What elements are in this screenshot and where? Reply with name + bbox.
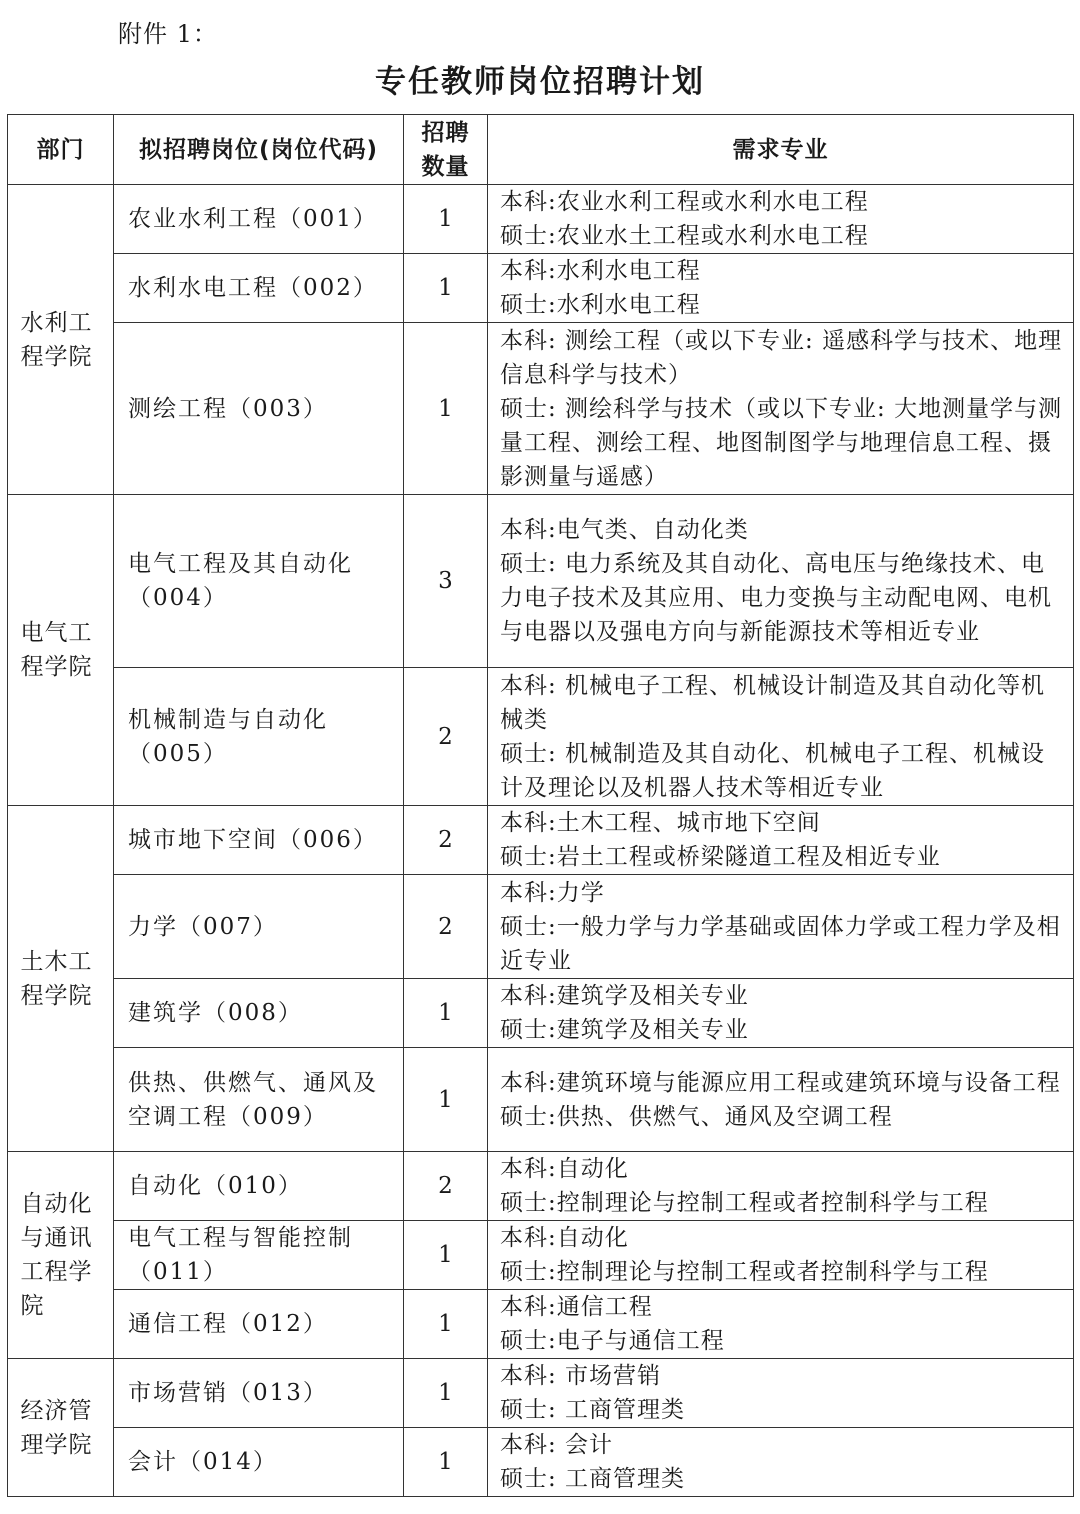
requirement-master: 硕士: 测绘科学与技术（或以下专业: 大地测量学与测量工程、测绘工程、地图制图学与地理信息工程、摄影测量与遥感）	[500, 395, 1063, 490]
requirement-cell	[488, 1048, 1074, 1152]
position-cell: 市场营销（013）	[114, 1359, 404, 1428]
requirement-cell	[488, 668, 1074, 806]
requirement-bachelor: 本科:自动化	[500, 1156, 629, 1182]
department-cell	[8, 185, 114, 495]
position-cell: 农业水利工程（001）	[114, 185, 404, 254]
header-count	[404, 115, 488, 185]
position-cell: 自动化（010）	[114, 1152, 404, 1221]
table-row	[8, 668, 1074, 806]
requirement-cell	[488, 1359, 1074, 1428]
attachment-label: 附件 1：	[118, 20, 218, 48]
requirement-bachelor: 本科:自动化	[500, 1225, 629, 1251]
requirement-bachelor: 本科:农业水利工程或水利水电工程	[500, 189, 869, 215]
requirement-master: 硕士:岩土工程或桥梁隧道工程及相近专业	[500, 844, 941, 870]
count-cell: 1	[404, 979, 488, 1048]
count-cell: 1	[404, 1221, 488, 1290]
department-name: 水利工程学院	[20, 309, 93, 370]
requirement-bachelor: 本科:通信工程	[500, 1294, 653, 1320]
requirement-bachelor: 本科: 市场营销	[500, 1363, 662, 1389]
requirement-master: 硕士:一般力学与力学基础或固体力学或工程力学及相近专业	[500, 913, 1061, 974]
position-cell: 电气工程与智能控制（011）	[114, 1221, 404, 1290]
requirement-cell	[488, 254, 1074, 323]
table-row	[8, 185, 1074, 254]
recruitment-table	[7, 114, 1074, 1497]
count-cell: 1	[404, 254, 488, 323]
count-cell: 1	[404, 1428, 488, 1497]
requirement-cell	[488, 1290, 1074, 1359]
department-name: 经济管理学院	[20, 1397, 93, 1458]
requirement-cell	[488, 323, 1074, 495]
department-name: 土木工程学院	[20, 948, 93, 1009]
requirement-bachelor: 本科: 机械电子工程、机械设计制造及其自动化等机械类	[500, 672, 1046, 733]
table-row	[8, 1048, 1074, 1152]
table-row	[8, 1359, 1074, 1428]
requirement-master: 硕士:水利水电工程	[500, 292, 701, 318]
count-cell: 1	[404, 1048, 488, 1152]
header-count-line2: 数量	[421, 153, 470, 180]
requirement-cell	[488, 979, 1074, 1048]
requirement-cell	[488, 1221, 1074, 1290]
department-cell	[8, 495, 114, 806]
requirement-master: 硕士: 电力系统及其自动化、高电压与绝缘技术、电力电子技术及其应用、电力变换与主动配电网、电机与电器以及强电方向与新能源技术等相近专业	[500, 551, 1052, 645]
department-cell	[8, 806, 114, 1152]
requirement-bachelor: 本科:土木工程、城市地下空间	[500, 810, 821, 836]
requirement-cell	[488, 495, 1074, 668]
department-cell	[8, 1152, 114, 1359]
header-requirement: 需求专业	[488, 115, 1074, 185]
requirement-cell	[488, 1152, 1074, 1221]
position-cell: 供热、供燃气、通风及空调工程（009）	[114, 1048, 404, 1152]
table-row	[8, 875, 1074, 979]
count-cell: 1	[404, 1290, 488, 1359]
requirement-bachelor: 本科:力学	[500, 879, 605, 906]
table-row	[8, 495, 1074, 668]
position-cell: 建筑学（008）	[114, 979, 404, 1048]
count-cell: 2	[404, 806, 488, 875]
header-department: 部门	[8, 115, 114, 185]
count-cell: 2	[404, 875, 488, 979]
requirement-master: 硕士:控制理论与控制工程或者控制科学与工程	[500, 1259, 989, 1285]
position-cell: 城市地下空间（006）	[114, 806, 404, 875]
position-cell: 通信工程（012）	[114, 1290, 404, 1359]
requirement-master: 硕士:电子与通信工程	[500, 1328, 725, 1354]
count-cell: 1	[404, 1359, 488, 1428]
requirement-master: 硕士:建筑学及相关专业	[500, 1017, 749, 1043]
table-row	[8, 1152, 1074, 1221]
requirement-cell	[488, 1428, 1074, 1497]
table-row	[8, 806, 1074, 875]
table-row	[8, 1221, 1074, 1290]
position-cell: 力学（007）	[114, 875, 404, 979]
requirement-cell	[488, 875, 1074, 979]
requirement-bachelor: 本科:水利水电工程	[500, 258, 701, 284]
table-row	[8, 1290, 1074, 1359]
position-cell: 会计（014）	[114, 1428, 404, 1497]
table-row	[8, 323, 1074, 495]
requirement-bachelor: 本科:建筑学及相关专业	[500, 983, 749, 1009]
requirement-cell	[488, 806, 1074, 875]
header-position: 拟招聘岗位(岗位代码)	[114, 115, 404, 185]
count-cell: 2	[404, 668, 488, 806]
position-cell: 测绘工程（003）	[114, 323, 404, 495]
department-cell	[8, 1359, 114, 1497]
requirement-master: 硕士:供热、供燃气、通风及空调工程	[500, 1103, 893, 1130]
requirement-bachelor: 本科: 测绘工程（或以下专业: 遥感科学与技术、地理信息科学与技术）	[500, 327, 1063, 388]
requirement-bachelor: 本科: 会计	[500, 1432, 614, 1458]
requirement-master: 硕士: 机械制造及其自动化、机械电子工程、机械设计及理论以及机器人技术等相近专业	[500, 740, 1046, 801]
table-header-row	[8, 115, 1074, 185]
requirement-master: 硕士:农业水土工程或水利水电工程	[500, 223, 869, 249]
requirement-cell	[488, 185, 1074, 254]
table-row	[8, 254, 1074, 323]
header-count-line1: 招聘	[421, 119, 470, 146]
count-cell: 1	[404, 185, 488, 254]
table-row	[8, 979, 1074, 1048]
page-title: 专任教师岗位招聘计划	[375, 64, 705, 100]
requirement-bachelor: 本科:建筑环境与能源应用工程或建筑环境与设备工程	[500, 1069, 1061, 1096]
count-cell: 3	[404, 495, 488, 668]
position-cell: 水利水电工程（002）	[114, 254, 404, 323]
department-name: 电气工程学院	[20, 620, 93, 680]
count-cell: 2	[404, 1152, 488, 1221]
department-name: 自动化与通讯工程学院	[20, 1191, 93, 1319]
requirement-master: 硕士: 工商管理类	[500, 1397, 686, 1423]
position-cell: 机械制造与自动化（005）	[114, 668, 404, 806]
position-cell: 电气工程及其自动化（004）	[114, 495, 404, 668]
requirement-master: 硕士: 工商管理类	[500, 1466, 686, 1492]
requirement-master: 硕士:控制理论与控制工程或者控制科学与工程	[500, 1190, 989, 1216]
count-cell: 1	[404, 323, 488, 495]
requirement-bachelor: 本科:电气类、自动化类	[500, 517, 749, 543]
table-row	[8, 1428, 1074, 1497]
